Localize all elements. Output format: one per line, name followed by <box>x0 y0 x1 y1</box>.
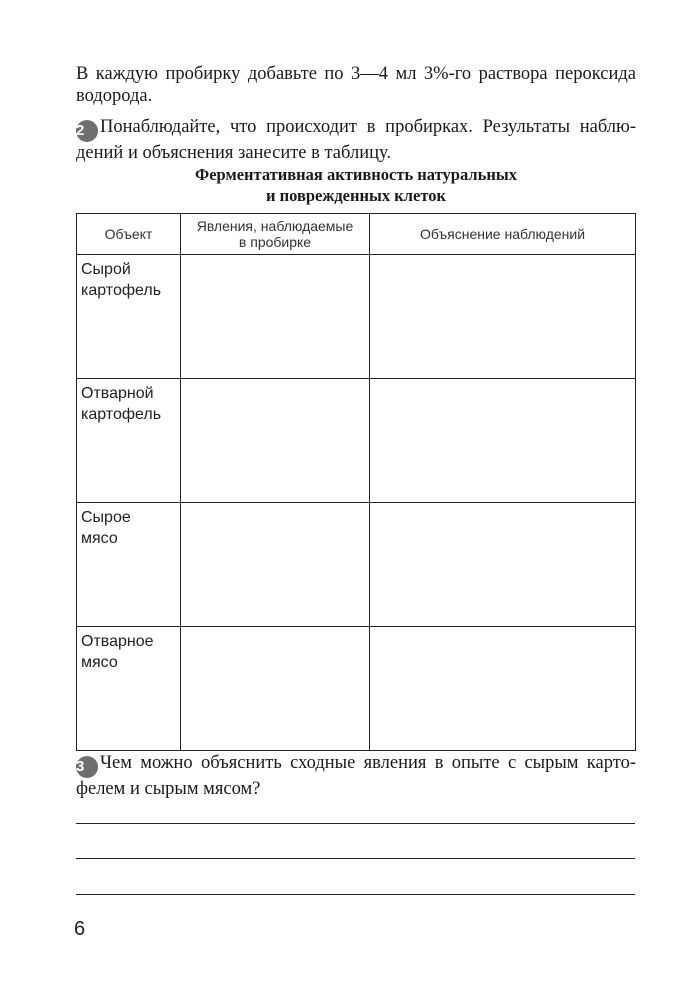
explanation-answer-cell[interactable] <box>370 255 636 379</box>
observation-table <box>76 213 636 751</box>
header-phenomena-line-1: Явления, наблюдаемые <box>196 218 354 234</box>
object-cell <box>77 503 181 627</box>
phenomena-answer-cell[interactable] <box>181 503 370 627</box>
task-2-line-2: дений и объяснения занесите в таблицу. <box>76 143 392 163</box>
object-label-line-1: Отварное <box>81 633 154 650</box>
object-cell <box>77 379 181 503</box>
intro-paragraph <box>76 63 636 107</box>
header-phenomena-line-2: в пробирке <box>238 234 312 250</box>
answer-line-3[interactable] <box>76 894 635 895</box>
explanation-answer-cell[interactable] <box>370 503 636 627</box>
object-label-line-2: мясо <box>81 654 118 671</box>
answer-line-2[interactable] <box>76 858 635 859</box>
task-3 <box>76 752 636 800</box>
explanation-answer-cell[interactable] <box>370 627 636 751</box>
header-object: Объект <box>77 214 181 255</box>
page-number: 6 <box>74 918 86 940</box>
task-3-number-badge: 3 <box>76 756 98 778</box>
object-label-line-1: Сырое <box>81 509 131 526</box>
intro-line-1: В каждую пробирку добавьте по 3—4 мл 3%-го раствора пероксида <box>76 64 636 84</box>
phenomena-answer-cell[interactable] <box>181 379 370 503</box>
object-label-line-2: мясо <box>81 530 118 547</box>
table-header-row <box>77 214 636 255</box>
object-cell <box>77 255 181 379</box>
table-row <box>77 379 636 503</box>
object-cell <box>77 627 181 751</box>
object-label-line-2: картофель <box>81 282 162 299</box>
explanation-answer-cell[interactable] <box>370 379 636 503</box>
answer-line-1[interactable] <box>76 823 635 824</box>
task-2-line-1 <box>76 116 636 142</box>
table-row <box>77 503 636 627</box>
object-label-line-1: Сырой <box>81 261 131 278</box>
table-row <box>77 255 636 379</box>
task-3-line-1 <box>76 752 636 778</box>
phenomena-answer-cell[interactable] <box>181 255 370 379</box>
header-phenomena <box>181 214 370 255</box>
task-3-text-1: Чем можно объяснить сходные явления в опыте с сырым карто- <box>100 753 636 773</box>
table-title <box>76 164 636 206</box>
task-3-line-2: фелем и сырым мясом? <box>76 779 261 799</box>
header-explanation: Объяснение наблюдений <box>370 214 636 255</box>
task-2-number-badge: 2 <box>76 120 98 142</box>
task-2-text-1: Понаблюдайте, что происходит в пробирках. Результаты наблю- <box>100 117 636 137</box>
intro-line-2: водорода. <box>76 86 153 106</box>
object-label-line-2: картофель <box>81 406 162 423</box>
task-2 <box>76 116 636 164</box>
object-label-line-1: Отварной <box>81 385 154 402</box>
phenomena-answer-cell[interactable] <box>181 627 370 751</box>
table-row <box>77 627 636 751</box>
table-title-line-2: и поврежденных клеток <box>265 186 447 205</box>
table-title-line-1: Ферментативная активность натуральных <box>195 165 517 184</box>
